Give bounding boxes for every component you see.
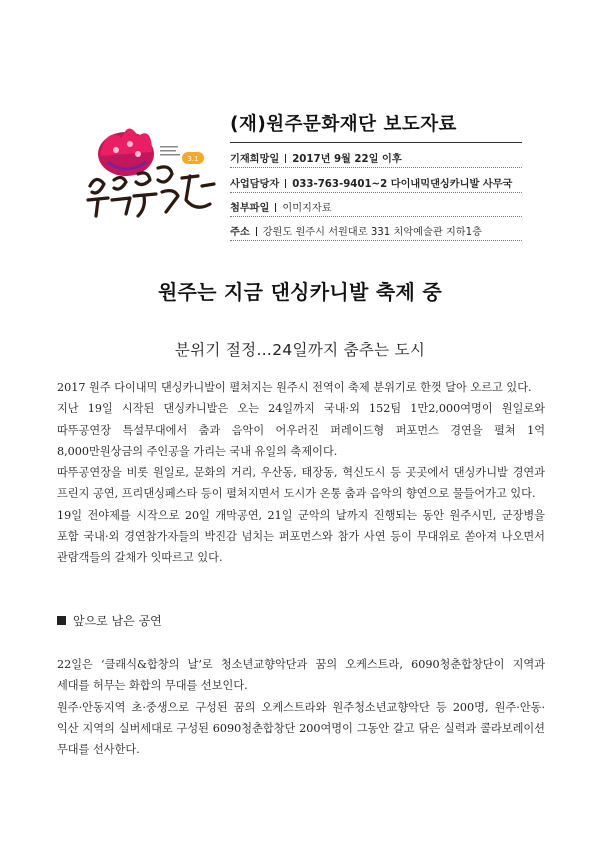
info-divider <box>230 216 522 217</box>
square-bullet-icon <box>57 616 66 625</box>
info-row-contact <box>230 175 512 190</box>
info-divider <box>230 192 522 193</box>
info-separator <box>275 203 276 212</box>
subheadline: 분위기 절정…24일까지 춤추는 도시 <box>174 341 426 359</box>
info-value: 033-763-9401~2 다이내믹댄싱카니발 사무국 <box>292 179 513 190</box>
logo-badge <box>182 152 204 164</box>
info-label: 사업담당자 <box>230 179 280 190</box>
info-value: 이미지자료 <box>282 203 332 214</box>
article-body <box>57 377 545 569</box>
info-value: 2017년 9월 22일 이후 <box>292 154 402 165</box>
info-divider <box>230 167 522 168</box>
headline: 원주는 지금 댄싱카니발 축제 중 <box>157 280 443 304</box>
info-row-address <box>230 223 482 238</box>
paragraph: 19일 전야제를 시작으로 20일 개막공연, 21일 군악의 날까지 진행되는 동안 원주시민, 군장병을 포함 국내·외 경연참가자들의 박진감 넘치는 퍼포먼스와 참가 사연 등이 무대위로 쏟아져 나오면서 관람객들의 갈채가 잇따르고 있다. <box>57 508 545 565</box>
paragraph: 22일은 ‘클래식&합창의 날’로 청소년교향악단과 꿈의 오케스트라, 6090청춘합창단이 지역과 세대를 허무는 화합의 무대를 선보인다. <box>57 658 545 693</box>
svg-text:3.1: 3.1 <box>187 155 199 163</box>
info-label: 첨부파일 <box>230 203 270 214</box>
info-separator <box>256 227 257 236</box>
info-value: 강원도 원주시 서원대로 331 치악예술관 지하1층 <box>262 227 482 238</box>
logo-caption <box>160 146 180 156</box>
paragraph: 따뚜공연장을 비롯 원일로, 문화의 거리, 우산동, 태장동, 혁신도시 등 곳곳에서 댄싱카니발 경연과 프린지 공연, 프리댄싱페스타 등이 펼쳐지면서 도시가 온통 춤과 음악의 향연으로 물들어가고 있다. <box>57 466 545 501</box>
info-label: 주소 <box>230 227 250 238</box>
info-separator <box>285 154 286 163</box>
info-row-attachment <box>230 199 332 214</box>
section-title: 앞으로 남은 공연 <box>73 614 162 628</box>
title-divider <box>230 142 522 143</box>
info-divider <box>230 240 522 241</box>
info-row-date <box>230 150 402 165</box>
paragraph: 원주·안동지역 초·중생으로 구성된 꿈의 오케스트라와 원주청소년교향악단 등 200명, 원주·안동·익산 지역의 실버세대로 구성된 6090청춘합창단 200여명이 그동안 갈고 닦은 실력과 콜라보레이션 무대를 선사한다. <box>57 700 545 757</box>
paragraph: 2017 원주 다이내믹 댄싱카니발이 펼쳐지는 원주시 전역이 축제 분위기로 한껏 달아 오르고 있다. <box>57 381 532 394</box>
info-separator <box>285 179 286 188</box>
logo-emblem <box>98 128 154 176</box>
org-title: (재)원주문화재단 보도자료 <box>230 114 457 135</box>
section-heading <box>57 612 162 629</box>
foundation-logo <box>86 116 224 224</box>
section-body <box>57 654 545 760</box>
info-label: 기재희망일 <box>230 154 280 165</box>
logo-calligraphy <box>88 167 214 216</box>
paragraph: 지난 19일 시작된 댄싱카니발은 오는 24일까지 국내·외 152팀 1만2,000여명이 원일로와 따뚜공연장 특설무대에서 춤과 음악이 어우러진 퍼레이드형 퍼포먼스 경연을 펼쳐 1억 8,000만원상금의 주인공을 가리는 국내 유일의 축제이다. <box>57 402 545 458</box>
